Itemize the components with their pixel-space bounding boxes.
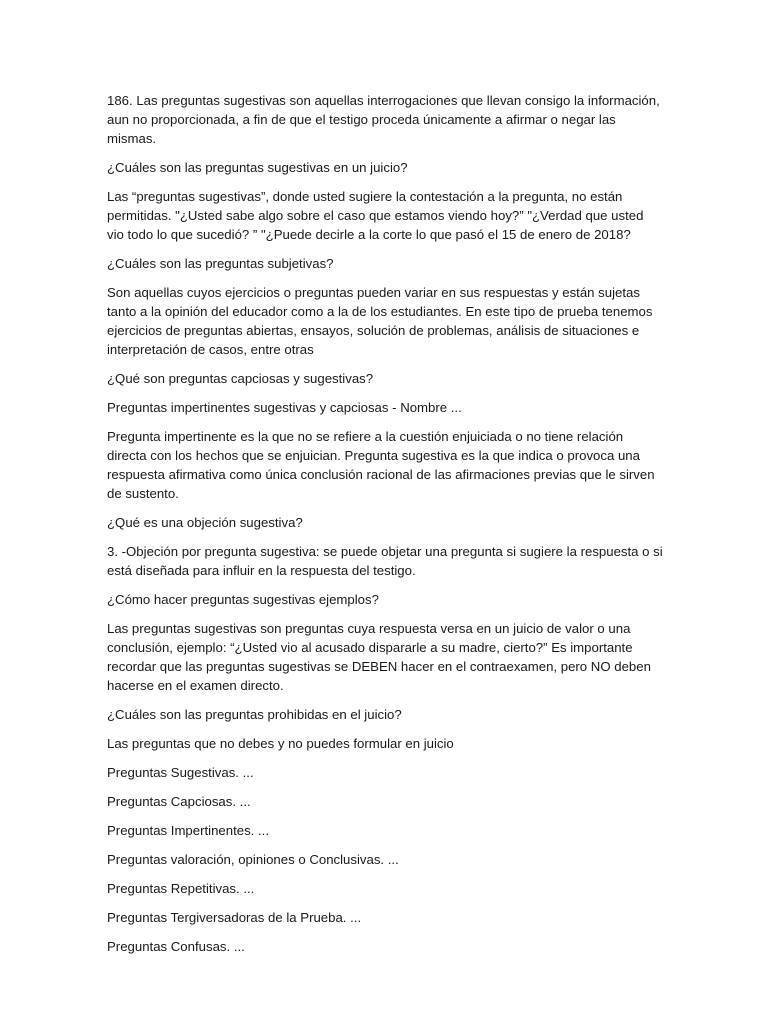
paragraph-intro: 186. Las preguntas sugestivas son aquellas interrogaciones que llevan consigo la información, aun no proporcionada, a fin de que el testigo proceda únicamente a afirmar o negar las mismas. <box>107 93 660 146</box>
question-heading: ¿Cómo hacer preguntas sugestivas ejemplos? <box>107 592 379 607</box>
list-item: Preguntas valoración, opiniones o Conclusivas. ... <box>107 852 399 867</box>
list-item: Preguntas Confusas. ... <box>107 939 245 954</box>
list-item: Preguntas Sugestivas. ... <box>107 765 254 780</box>
question-heading: ¿Qué es una objeción sugestiva? <box>107 515 303 530</box>
paragraph: 3. -Objeción por pregunta sugestiva: se puede objetar una pregunta si sugiere la respuesta o si está diseñada para influir en la respuesta del testigo. <box>107 544 663 578</box>
paragraph: Preguntas impertinentes sugestivas y capciosas - Nombre ... <box>107 400 462 415</box>
list-item: Preguntas Capciosas. ... <box>107 794 251 809</box>
question-heading: ¿Cuáles son las preguntas prohibidas en el juicio? <box>107 707 402 722</box>
paragraph: Son aquellas cuyos ejercicios o preguntas pueden variar en sus respuestas y están sujetas tanto a la opinión del educador como a la de los estudiantes. En este tipo de prueba tenemos ejercicios de preguntas abiertas, ensayos, solución de problemas, análisis de situaciones e interpretación de casos, entre otras <box>107 285 653 357</box>
list-item: Preguntas Repetitivas. ... <box>107 881 255 896</box>
list-item: Preguntas Tergiversadoras de la Prueba. ... <box>107 910 362 925</box>
question-heading: ¿Cuáles son las preguntas subjetivas? <box>107 256 334 271</box>
paragraph: Pregunta impertinente es la que no se refiere a la cuestión enjuiciada o no tiene relación directa con los hechos que se enjuician. Pregunta sugestiva es la que indica o provoca una respuesta afirmativa como única conclusión racional de las afirmaciones previas que le sirven de sustento. <box>107 429 655 501</box>
question-heading: ¿Cuáles son las preguntas sugestivas en un juicio? <box>107 160 408 175</box>
document-body <box>107 91 663 966</box>
question-heading: ¿Qué son preguntas capciosas y sugestivas? <box>107 371 374 386</box>
paragraph: Las “preguntas sugestivas”, donde usted sugiere la contestación a la pregunta, no están permitidas. "¿Usted sabe algo sobre el caso que estamos viendo hoy?” "¿Verdad que usted vio todo lo que sucedió? ” "¿Puede decirle a la corte lo que pasó el 15 de enero de 2018? <box>107 189 644 242</box>
paragraph: Las preguntas sugestivas son preguntas cuya respuesta versa en un juicio de valor o una conclusión, ejemplo: “¿Usted vio al acusado dispararle a su madre, cierto?” Es importante recordar que las preguntas sugestivas se DEBEN hacer en el contraexamen, pero NO deben hacerse en el examen directo. <box>107 621 651 693</box>
list-item: Preguntas Impertinentes. ... <box>107 823 269 838</box>
paragraph: Las preguntas que no debes y no puedes formular en juicio <box>107 736 454 751</box>
